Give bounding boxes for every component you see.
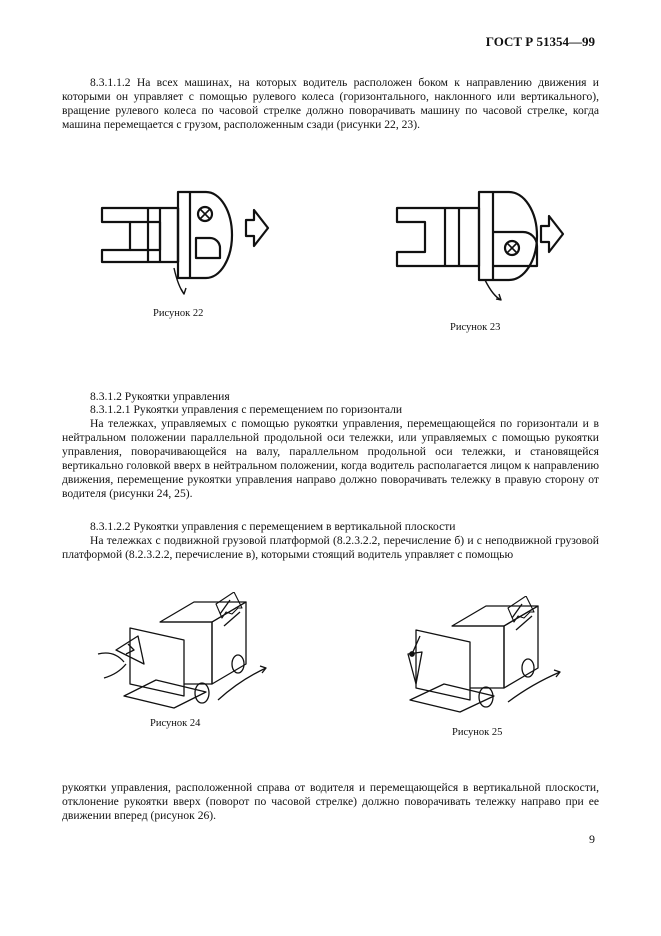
- heading-8-3-1-2-1: 8.3.1.2.1 Рукоятки управления с перемещением по горизонтали: [90, 403, 403, 416]
- figure-25-drawing: [396, 596, 576, 716]
- figure-24-drawing: [94, 592, 274, 712]
- figure-24-caption: Рисунок 24: [150, 718, 201, 729]
- figure-23-drawing: [393, 186, 573, 306]
- figure-25-caption: Рисунок 25: [452, 727, 503, 738]
- paragraph-8-3-1-1-2: 8.3.1.1.2 На всех машинах, на которых водитель расположен боком к направлению движения и которыми он управляет с помощью рулевого колеса (горизонтального, наклонного или вертикального), вращение рулевого колеса по часовой стрелке должно поворачивать машину по часовой стрелке, когда машина перемещается с грузом, расположенным сзади (рисунки 22, 23).: [62, 76, 599, 131]
- paragraph-continued: рукоятки управления, расположенной справа от водителя и перемещающейся в вертикальной плоскости, отклонение рукоятки вверх (поворот по часовой стрелке) должно поворачивать тележку направо при ее движении вперед (рисунок 26).: [62, 781, 599, 822]
- figure-22-drawing: [96, 186, 276, 301]
- paragraph-8-3-1-2-1: На тележках, управляемых с помощью рукоятки управления, перемещающейся по горизонтали и в нейтральном положении параллельной продольной оси тележки, или управляемых с помощью рукоятки управления, поворачивающейся на валу, параллельном продольной оси тележки, и становящейся вертикально головкой вверх в нейтральном положении, когда водитель располагается лицом к направлению движения, перемещение рукоятки управления направо должно поворачивать тележку в правую сторону от водителя (рисунки 24, 25).: [62, 417, 599, 500]
- paragraph-8-3-1-2-2: На тележках с подвижной грузовой платформой (8.2.3.2.2, перечисление б) и с неподвижной грузовой платформой (8.2.3.2.2, перечисление в), которыми стоящий водитель управляет с помощью: [62, 534, 599, 561]
- figure-23-caption: Рисунок 23: [450, 322, 501, 333]
- document-header: ГОСТ Р 51354—99: [485, 34, 595, 49]
- heading-8-3-1-2: 8.3.1.2 Рукоятки управления: [90, 390, 230, 403]
- figure-22-caption: Рисунок 22: [153, 308, 204, 319]
- heading-8-3-1-2-2: 8.3.1.2.2 Рукоятки управления с перемещением в вертикальной плоскости: [90, 520, 456, 533]
- page-number: 9: [589, 832, 595, 846]
